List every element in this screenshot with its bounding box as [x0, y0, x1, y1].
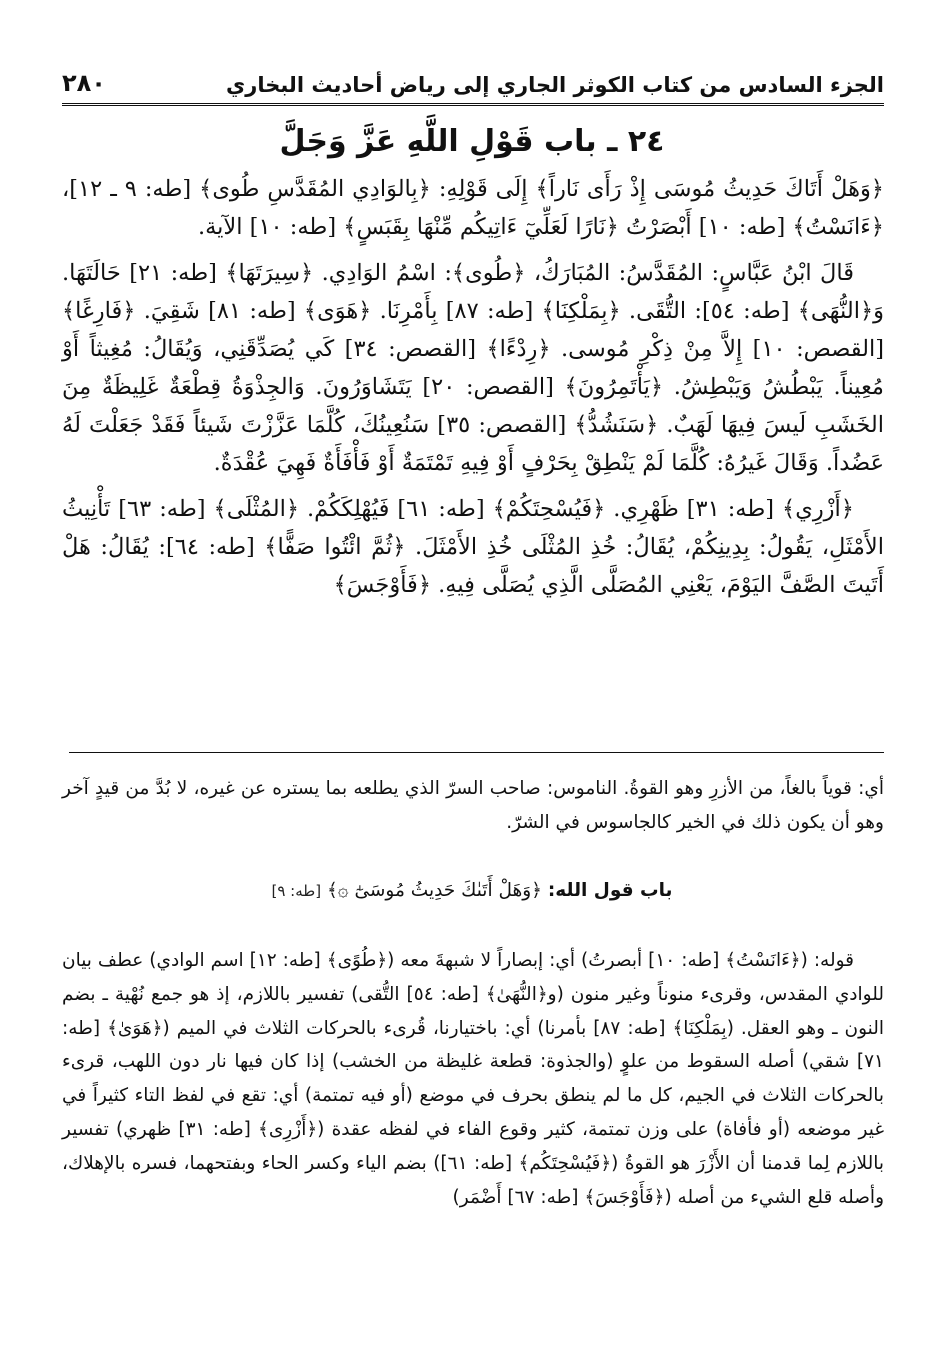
- separator-rule: [69, 752, 884, 753]
- subheading-verse: ﴿وَهَلْ أَتَىٰكَ حَدِيثُ مُوسَىٰٓ ۞﴾: [326, 880, 543, 901]
- subheading-label: باب قول الله:: [547, 880, 673, 901]
- commentary-block-2: [62, 944, 884, 1214]
- hadith-text: [62, 170, 884, 612]
- running-title: الجزء السادس من كتاب الكوثر الجاري إلى رياض أحاديث البخاري: [226, 73, 884, 97]
- hadith-paragraph-3: ﴿أَزْرِي﴾ [طه: ٣١] ظَهْرِي. ﴿فَيُسْحِتَكُمْ﴾ [طه: ٦١] فَيُهْلِكَكُمْ. ﴿المُثْلَى﴾ [طه: ٦٣] تَأْنِيثُ الأَمْثَلِ، يَقُولُ: بِدِينِكُمْ، يُقَالُ: خُذِ المُثْلَى خُذِ الأَمْثَلَ. ﴿ثُمَّ ائْتُوا صَفًّا﴾ [طه: ٦٤]: يُقَالُ: هَلْ أَتَيتَ الصَّفَّ اليَوْمَ، يَعْنِي المُصَلَّى الَّذِي يُصَلَّى فِيهِ. ﴿فَأَوْجَسَ﴾: [62, 496, 884, 598]
- commentary-block-1: [62, 772, 884, 840]
- chapter-title: ٢٤ ـ باب قَوْلِ اللَّهِ عَزَّ وَجَلَّ: [279, 124, 665, 159]
- page-header: [62, 62, 884, 106]
- hadith-paragraph-2: قَالَ ابْنُ عَبَّاسٍ: المُقَدَّسُ: المُبَارَكُ، ﴿طُوى﴾: اسْمُ الوَادِي. ﴿سِيرَتَهَا﴾ [طه: ٢١] حَالَتَهَا. وَ﴿النُّهَى﴾ [طه: ٥٤]: التُّقَى. ﴿بِمَلْكِنَا﴾ [طه: ٨٧] بِأَمْرِنَا. ﴿هَوَى﴾ [طه: ٨١] شَقِيَ. ﴿فَارِغًا﴾ [القصص: ١٠] إِلاَّ مِنْ ذِكْرِ مُوسى. ﴿رِدْءًا﴾ [القصص: ٣٤] كَي يُصَدِّقَنِي، وَيُقَالُ: مُغِيثاً أَوْ مُعِيناً. يَبْطُشُ وَيَبْطِشُ. ﴿يَأْتَمِرُونَ﴾ [القصص: ٢٠] يَتَشَاوَرُونَ. وَالجِذْوَةُ قِطْعَةٌ غَلِيظَةٌ مِنَ الخَشَبِ لَيسَ فِيهَا لَهَبٌ. ﴿سَنَشُدُّ﴾ [القصص: ٣٥] سَنُعِينُكَ، كُلَّمَا عَزَّزْتَ شَيئاً فَقَدْ جَعَلْتَ لَهُ عَضُداً. وَقَالَ غَيرُهُ: كُلَّمَا لَمْ يَنْطِقْ بِحَرْفٍ أَوْ فِيهِ تَمْتَمَةٌ أَوْ فَأْفَأَةٌ فَهِيَ عُقْدَةٌ.: [62, 260, 885, 476]
- hadith-paragraph-1: ﴿وَهَلْ أَتَاكَ حَدِيثُ مُوسَى إِذْ رَأَى نَاراً﴾ إِلَى قَوْلِهِ: ﴿بِالوَادِي المُقَدَّسِ طُوى﴾ [طه: ٩ ـ ١٢]، ﴿ءَانَسْتُ﴾ [طه: ١٠] أَبْصَرْتُ ﴿نَارًا لَعَلِّيٓ ءَاتِيكُم مِّنْهَا بِقَبَسٍ﴾ [طه: ١٠] الآية.: [62, 176, 884, 240]
- subheading-citation: [طه: ٩]: [271, 882, 322, 900]
- commentary-subheading: [60, 880, 884, 901]
- commentary-paragraph-1: أي: قوياً بالغاً، من الأزرِ وهو القوةُ. الناموس: صاحب السرّ الذي يطلعه بما يستره عن غيره، لا بُدَّ من قيدٍ آخر وهو أن يكون ذلك في الخير كالجاسوس في الشرّ.: [62, 778, 884, 833]
- commentary-paragraph-2: قوله: (﴿ءَانَسْتُ﴾ [طه: ١٠] أبصرتُ) أي: إبصاراً لا شبهةَ معه (﴿طُوًى﴾ [طه: ١٢] اسم الوادي) عطف بيان للوادي المقدس، وقرىء منوناً وغير منون (و﴿النُّهَىٰ﴾ [طه: ٥٤] التُّقى) تفسير باللازم، إذ هو جمع نُهْية ـ بضم النون ـ وهو العقل. (بِمَلْكِنَا﴾ [طه: ٨٧] بأمرنا) أي: باختيارنا، قُرىء بالحركات الثلاث في الميم (﴿هَوَىٰ﴾ [طه: ٧١] شقي) أصله السقوط من علوٍ (والجذوة: قطعة غليظة من الخشب) إذا كان فيها نار دون اللهب، قرىء بالحركات الثلاث في الجيم، كل ما لم ينطق بحرف في موضع (أو فيه تمتمة) أي: تقع في لفظ التاء كثيراً في غير موضعه (أو فأفاة) على وزن تمتمة، كثير وقوع الفاء في لفظه عقدة (﴿أَزْرِى﴾ [طه: ٣١] ظهري) تفسير باللازم لِما قدمنا أن الأَزْرَ هو القوةُ (﴿فَيُسْحِتَكُم﴾ [طه: ٦١]) بضم الياء وكسر الحاء وبفتحهما، فسره بالإهلاك، وأصله قلع الشيء من أصله (﴿فَأَوْجَسَ﴾ [طه: ٦٧] أَضْمَر): [62, 950, 885, 1208]
- page-number: ٢٨٠: [62, 69, 106, 97]
